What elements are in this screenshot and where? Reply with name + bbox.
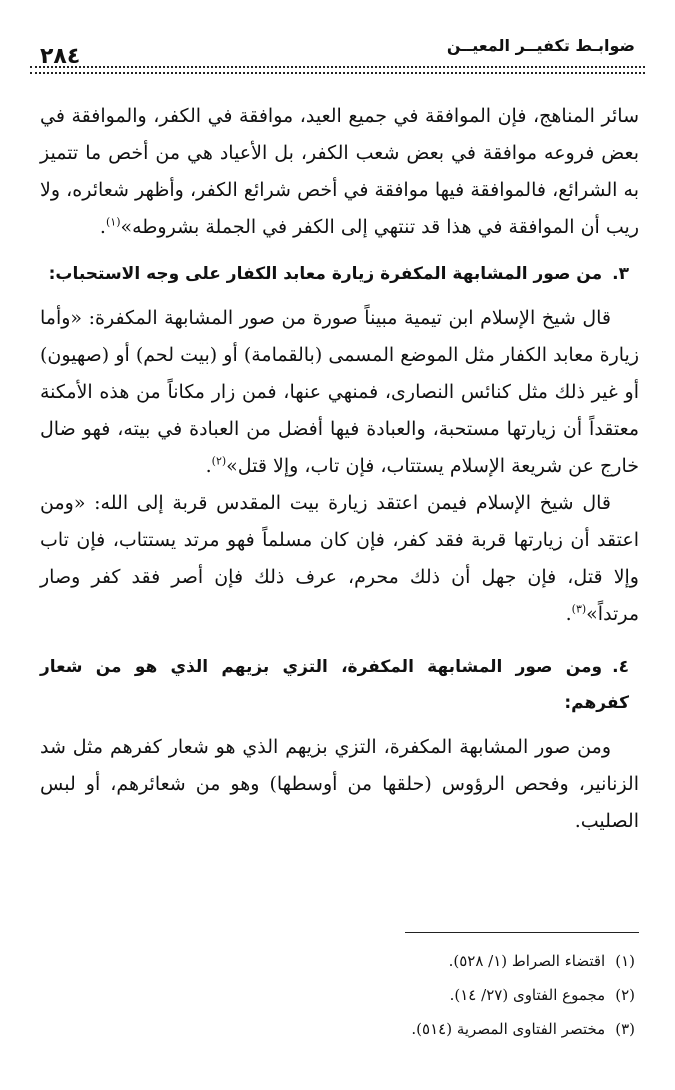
section-3-heading — [40, 256, 639, 292]
paragraph-1: سائر المناهج، فإن الموافقة في جميع العيد، موافقة في الكفر، والموافقة في بعض فروعه موافقة في بعض شعب الكفر، بل الأعياد هي من أخص ما تتميز به الشرائع، فالموافقة فيها موافقة في أخص شرائع الكفر، وأظهر شعائره، ولا ريب أن الموافقة في هذا قد تنتهي إلى الكفر في الجملة بشروطه»$^{(١)}$. — [40, 105, 639, 238]
section-4-number: ٤. — [612, 657, 629, 677]
paragraph-1-text: سائر المناهج، فإن الموافقة في جميع العيد، موافقة في الكفر، والموافقة في بعض فروعه موافقة في بعض شعب الكفر، بل الأعياد هي من أخص ما تتميز به الشرائع، فالموافقة فيها موافقة في أخص شرائع الكفر، وأظهر شعائره، ولا ريب أن الموافقة في هذا قد تنتهي إلى الكفر في الجملة بشروطه» — [40, 105, 639, 238]
paragraph-2-text: قال شيخ الإسلام ابن تيمية مبيناً صورة من صور المشابهة المكفرة: «وأما زيارة معابد الكفار مثل الموضع المسمى (بالقمامة) أو (بيت لحم) أو (صهيون) أو غير ذلك مثل كنائس النصارى، فمنهي عنها، فمن زار مكاناً من هذه الأمكنة معتقداً أن زيارتها مستحبة، والعبادة فيها أفضل من العبادة في بيته، فهو ضال خارج عن شريعة الإسلام يستتاب، فإن تاب، وإلا قتل» — [40, 307, 639, 477]
footnote-3-text: مختصر الفتاوى المصرية (٥١٤). — [411, 1020, 606, 1038]
paragraph-3: قال شيخ الإسلام فيمن اعتقد زيارة بيت المقدس قربة إلى الله: «ومن اعتقد أن زيارتها قربة فقد كفر، فإن كان مسلماً فهو مرتد يستتاب، فإن تاب وإلا قتل، فإن جهل أن ذلك محرم، عرف ذلك فإن أصر فقد كفر وصار مرتداً»$^{(٣)}$. — [40, 492, 639, 625]
paragraph-4 — [40, 729, 639, 840]
footnote-2 — [40, 978, 639, 1012]
section-3-title: من صور المشابهة المكفرة زيارة معابد الكفار على وجه الاستحباب: — [48, 264, 603, 284]
section-4-heading — [40, 649, 639, 721]
page-header — [30, 36, 645, 90]
footnote-separator — [405, 932, 639, 933]
section-3-number: ٣. — [612, 264, 629, 284]
footnote-ref-2: (٢) — [211, 454, 227, 468]
footnote-1-number: (١) — [615, 952, 635, 970]
footnote-ref-1: (١) — [105, 215, 121, 229]
footnote-1 — [40, 944, 639, 978]
paragraph-3-text: قال شيخ الإسلام فيمن اعتقد زيارة بيت المقدس قربة إلى الله: «ومن اعتقد أن زيارتها قربة فقد كفر، فإن كان مسلماً فهو مرتد يستتاب، فإن تاب وإلا قتل، فإن جهل أن ذلك محرم، عرف ذلك فإن أصر فقد كفر وصار مرتداً» — [40, 492, 639, 625]
main-text — [40, 98, 639, 840]
footnotes — [40, 944, 639, 1046]
header-rule — [30, 66, 645, 74]
paragraph-2: قال شيخ الإسلام ابن تيمية مبيناً صورة من صور المشابهة المكفرة: «وأما زيارة معابد الكفار مثل الموضع المسمى (بالقمامة) أو (بيت لحم) أو (صهيون) أو غير ذلك مثل كنائس النصارى، فمنهي عنها، فمن زار مكاناً من هذه الأمكنة معتقداً أن زيارتها مستحبة، والعبادة فيها أفضل من العبادة في بيته، فهو ضال خارج عن شريعة الإسلام يستتاب، فإن تاب، وإلا قتل»$^{(٢)}$. — [40, 307, 639, 477]
footnote-3-number: (٣) — [615, 1020, 635, 1038]
footnote-2-text: مجموع الفتاوى (٢٧/ ١٤). — [449, 986, 606, 1004]
section-4-title: ومن صور المشابهة المكفرة، التزي بزيهم الذي هو من شعار كفرهم: — [40, 657, 629, 713]
footnote-ref-3: (٣) — [571, 602, 587, 616]
footnote-2-number: (٢) — [615, 986, 635, 1004]
footnote-3 — [40, 1012, 639, 1046]
running-title: ضوابـط تكفيــر المعيــن — [446, 36, 635, 55]
page-number: ٢٨٤ — [40, 44, 81, 69]
paragraph-4-text: ومن صور المشابهة المكفرة، التزي بزيهم الذي هو شعار كفرهم مثل شد الزنانير، وفحص الرؤوس (حلقها من أوسطها) وهو من شعائرهم، أو لبس الصليب. — [40, 736, 639, 832]
footnote-1-text: اقتضاء الصراط (١/ ٥٢٨). — [448, 952, 606, 970]
